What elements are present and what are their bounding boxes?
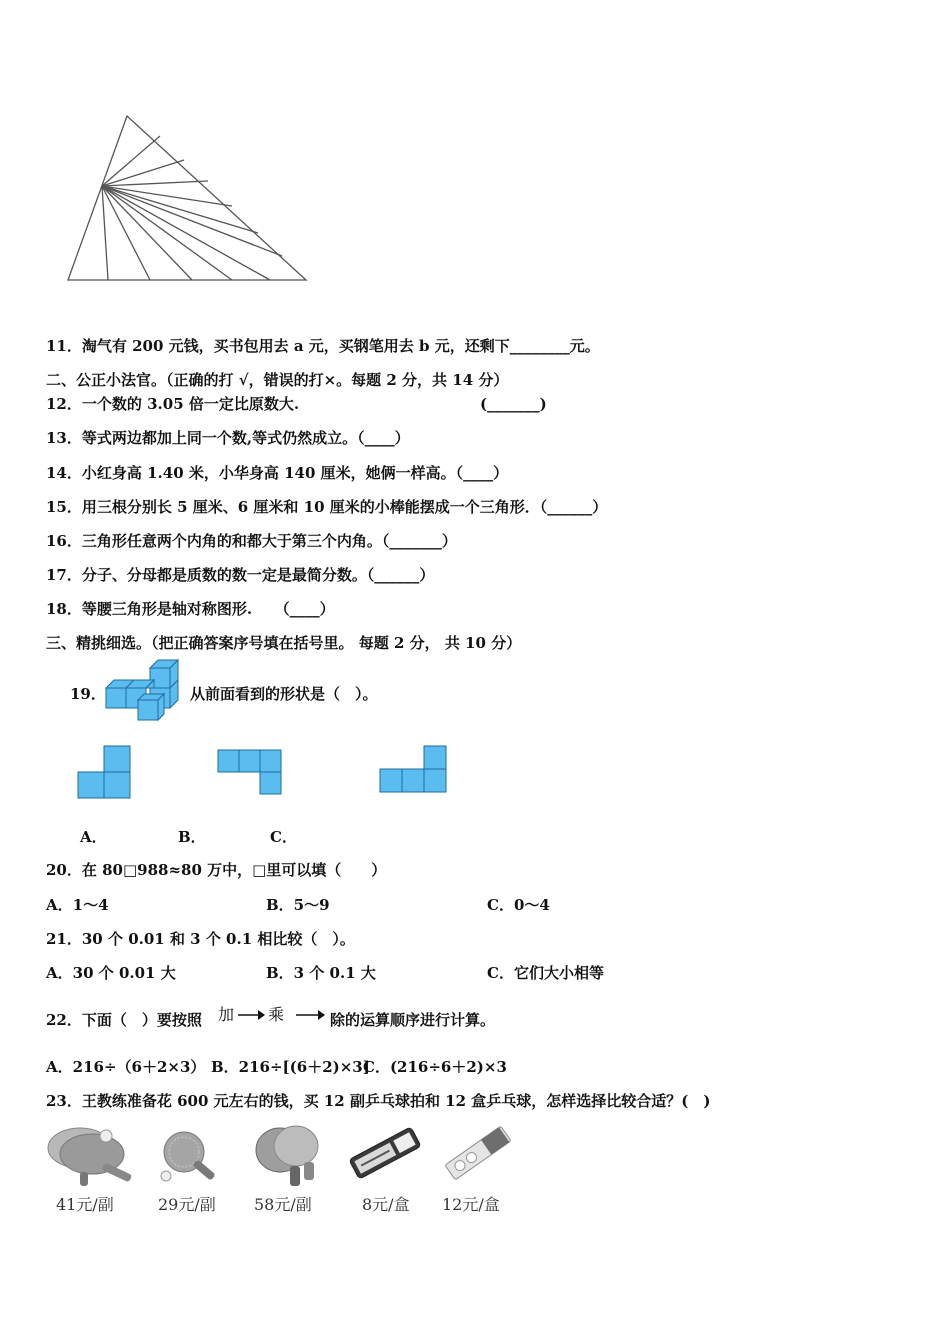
operation-multiply: 乘 [268,1005,285,1024]
cube-stack-3d-figure [104,658,186,722]
option-c-shape [378,744,450,794]
question-22-prefix: 22．下面（ ）要按照 [46,1011,202,1029]
question-18: 18．等腰三角形是轴对称图形. （____） [46,600,335,618]
question-22-suffix: 除的运算顺序进行计算。 [330,1011,496,1029]
paddle-pair-image [44,1124,136,1188]
arrow-right-icon [296,1008,326,1022]
question-15: 15．用三根分别长 5 厘米、6 厘米和 10 厘米的小棒能摆成一个三角形．（______） [46,498,608,516]
section-3-header: 三、精挑细选。（把正确答案序号填在括号里。 每题 2 分， 共 10 分） [46,634,522,652]
question-19-option-c: C． [270,828,297,846]
question-19-option-a: A． [80,828,107,846]
question-19-option-b: B． [178,828,206,846]
price-label-2: 29元/副 [158,1195,216,1214]
question-20-option-a: A．1～4 [46,896,109,914]
question-22-option-a: A．216÷（6＋2×3） [46,1058,206,1076]
price-label-5: 12元/盒 [442,1195,500,1214]
question-22-option-c: C．(216÷6＋2)×3 [363,1058,507,1076]
ball-box-image [440,1120,516,1186]
question-14: 14．小红身高 1.40 米，小华身高 140 厘米，她俩一样高。（____） [46,464,509,482]
question-11: 11．淘气有 200 元钱，买书包用去 a 元，买钢笔用去 b 元，还剩下________元。 [46,337,600,355]
question-17: 17．分子、分母都是质数的数一定是最简分数。（______） [46,566,435,584]
question-22-option-b: B．216÷[(6＋2)×3] [211,1058,370,1076]
question-21-option-b: B．3 个 0.1 大 [266,964,376,982]
price-label-1: 41元/副 [56,1195,114,1214]
question-21-option-a: A．30 个 0.01 大 [46,964,176,982]
question-12: 12．一个数的 3.05 倍一定比原数大. [46,395,300,413]
arrow-right-icon [238,1008,266,1022]
section-2-header: 二、公正小法官。（正确的打 √，错误的打×。每题 2 分，共 14 分） [46,371,509,389]
paddle-premium-image [252,1124,328,1188]
operation-add: 加 [218,1005,235,1024]
ball-tube-image [344,1120,426,1186]
question-21-option-c: C．它们大小相等 [487,964,604,982]
paddle-single-image [152,1128,222,1190]
question-21: 21．30 个 0.01 和 3 个 0.1 相比较（ ）。 [46,930,355,948]
question-13: 13．等式两边都加上同一个数,等式仍然成立。（____） [46,429,410,447]
question-12-blank: (_______) [480,395,547,413]
question-23: 23．王教练准备花 600 元左右的钱，买 12 副乒乓球拍和 12 盒乒乓球，怎样选择比较合适？( ) [46,1092,711,1110]
triangle-figure [60,108,320,288]
price-label-3: 58元/副 [254,1195,312,1214]
question-20-option-c: C．0～4 [487,896,550,914]
question-20: 20．在 80□988≈80 万中，□里可以填（ ） [46,861,387,879]
question-16: 16．三角形任意两个内角的和都大于第三个内角。（_______） [46,532,457,550]
question-20-option-b: B．5～9 [266,896,330,914]
question-19-number: 19． [70,685,106,703]
option-a-shape [76,744,132,800]
price-label-4: 8元/盒 [362,1195,410,1214]
option-b-shape [216,748,286,796]
question-19-text: 从前面看到的形状是（ ）。 [190,685,378,703]
